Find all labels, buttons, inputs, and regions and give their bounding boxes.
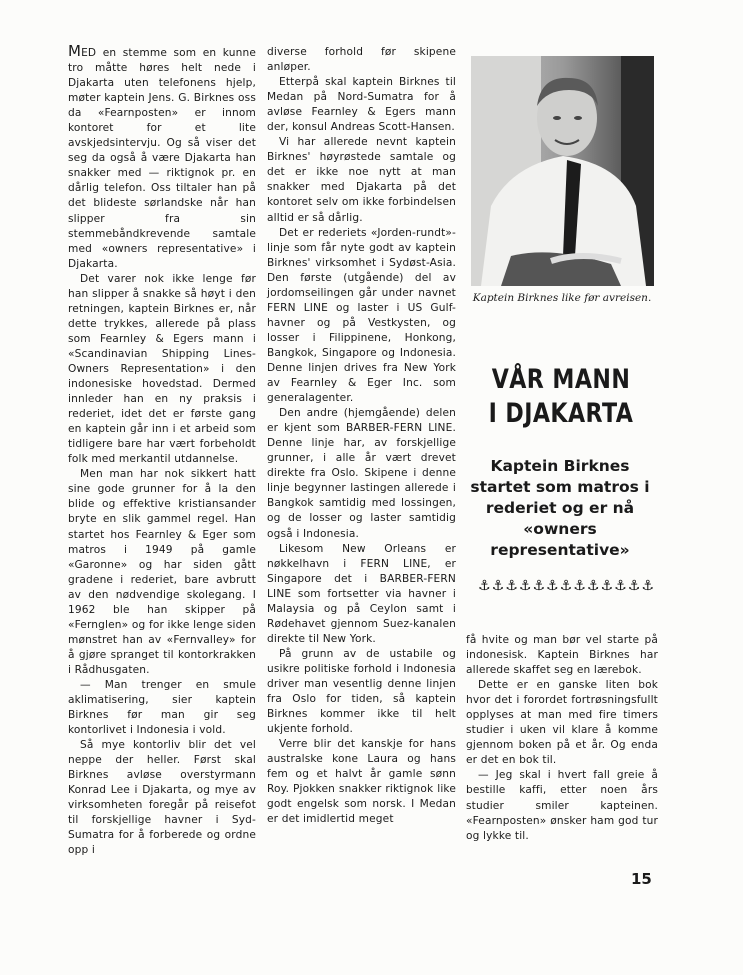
paragraph: Vi har allerede nevnt kaptein Birknes' høyrøstede samtale og det er ikke noe nytt at man snakker med Djakarta på det kontoret selv om ikke forbindelsen alltid er så dårlig.	[267, 136, 456, 224]
article-column-3	[466, 633, 658, 844]
paragraph: Den andre (hjemgående) delen er kjent som BARBER-FERN LINE. Denne linje har, av forskjellige grunner, i alle år vært drevet direkte fra Oslo. Skipene i denne linje begynner lastingen allerede i Bangkok samtidig med lossingen, og de losser og laster samtidig også i Indonesia.	[267, 407, 456, 540]
paragraph: diverse forhold før skipene anløper.	[267, 46, 456, 74]
anchor-icon: ⚓	[559, 578, 573, 594]
article-column-2	[267, 45, 456, 827]
anchor-icon: ⚓	[505, 578, 518, 594]
portrait-photo	[471, 56, 654, 286]
anchor-ornament-row	[478, 578, 654, 594]
anchor-icon: ⚓	[546, 578, 559, 594]
anchor-icon: ⚓	[600, 578, 614, 594]
paragraph: Så mye kontorliv blir det vel neppe der heller. Først skal Birknes avløse overstyrmann Konrad Lee i Djakarta, og mye av virksomheten foregår på reisefot til forskjellige havner i Syd-Sumatra for å forberede og ordne opp i	[68, 739, 256, 857]
anchor-icon: ⚓	[532, 578, 545, 594]
page-number: 15	[631, 870, 652, 888]
anchor-icon: ⚓	[641, 578, 654, 594]
anchor-icon: ⚓	[573, 578, 586, 594]
anchor-icon: ⚓	[478, 578, 491, 594]
anchor-icon: ⚓	[518, 578, 532, 594]
anchor-icon: ⚓	[491, 578, 505, 594]
portrait-illustration	[471, 56, 654, 286]
anchor-icon: ⚓	[627, 578, 641, 594]
headline-line: I DJAKARTA	[488, 398, 634, 429]
paragraph	[68, 42, 256, 272]
anchor-icon: ⚓	[614, 578, 627, 594]
paragraph: Verre blir det kanskje for hans australske kone Laura og hans fem og et halvt år gamle sønn Roy. Pjokken snakker riktignok like godt engelsk som norsk. I Medan er det imidlertid meget	[267, 738, 456, 826]
paragraph: Det varer nok ikke lenge før han slipper å snakke så høyt i den retningen, kaptein Birknes er, når dette trykkes, allerede på plass som Fearnley & Egers mann i «Scandinavian Shipping Lines-Owners Representation» i den indonesiske hovedstad. Dermed innleder han en ny praksis i rederiet, idet det er første gang en kaptein går inn i et arbeid som tidligere bare har vært forbeholdt folk med merkantil utdannelse.	[68, 272, 256, 466]
paragraph: Det er rederiets «Jorden-rundt»-linje som får nyte godt av kaptein Birknes' virksomhet i Sydøst-Asia. Den første (utgående) del av jordomseilingen går under navnet FERN LINE og laster i US Gulf-havner og på Vestkysten, og losser i Filippinene, Honkong, Bangkok, Singapore og Indonesia. Denne linjen drives fra New York av Fearnley & Eger Inc. som generalagenter.	[267, 226, 456, 405]
article-column-1	[68, 42, 256, 859]
initial-letter: M	[68, 42, 82, 60]
paragraph: Etterpå skal kaptein Birknes til Medan på Nord-Sumatra for å avløse Fearnley & Egers mann der, konsul Andreas Scott-Hansen.	[267, 76, 456, 134]
paragraph: Dette er en ganske liten bok hvor det i forordet fortrøsningsfullt opplyses at man med fire timers studier i uken vil klare å komme gjennom boken på et år. Og enda er det en bok til.	[466, 679, 658, 767]
paragraph-text: ED en stemme som en kunne tro måtte høres helt nede i Djakarta uten telefonens hjelp, møter kaptein Jens. G. Birknes oss da «Fearnposten» er innom kontoret for et lite avskjedsintervju. Og så viser det seg da også å være Djakarta han snakker med — riktignok pr. en dårlig telefon. Oss tiltaler han på det blideste sørlandske når han slipper fra sin stemmebåndkrevende samtale med «owners representative» i Djakarta.	[68, 47, 256, 270]
paragraph: På grunn av de ustabile og usikre politiske forhold i Indonesia driver man vesentlig denne linjen fra Oslo for tiden, så kaptein Birknes kommer ikke til helt ukjente forhold.	[267, 647, 456, 736]
headline-line: VÅR MANN	[491, 364, 631, 395]
paragraph: — Jeg skal i hvert fall greie å bestille kaffi, etter noen års studier smiler kapteinen. «Fearnposten» ønsker ham god tur og lykke til.	[466, 769, 658, 842]
anchor-icon: ⚓	[586, 578, 600, 594]
paragraph: Likesom New Orleans er nøkkelhavn i FERN LINE, er Singapore det i BARBER-FERN LINE som fortsetter via havner i Malaysia og på Ceylon samt i Rødehavet gjennom Suez-kanalen direkte til New York.	[267, 542, 456, 645]
paragraph: få hvite og man bør vel starte på indonesisk. Kaptein Birknes har allerede skaffet seg en lærebok.	[466, 634, 658, 677]
paragraph: — Man trenger en smule aklimatisering, sier kaptein Birknes før man gir seg kontorlivet i Indonesia i vold.	[68, 678, 256, 737]
photo-caption: Kaptein Birknes like før avreisen.	[472, 292, 652, 304]
article-subheadline: Kaptein Birknes startet som matros i rederiet og er nå «owners representative»	[470, 457, 650, 559]
paragraph: Men man har nok sikkert hatt sine gode grunner for å la den blide og effektive kristiansander bryte en slik gammel regel. Han startet hos Fearnley & Eger som matros i 1949 på gamle «Garonne» og har siden gått gradene i rederiet, bare avbrutt av den nødvendige skolegang. I 1962 ble han skipper på «Fernglen» og for ikke lenge siden mønstret han av «Fernvalley» for å gjøre spranget til kontorkrakken i Rådhusgaten.	[68, 468, 256, 676]
article-headline	[483, 363, 639, 431]
